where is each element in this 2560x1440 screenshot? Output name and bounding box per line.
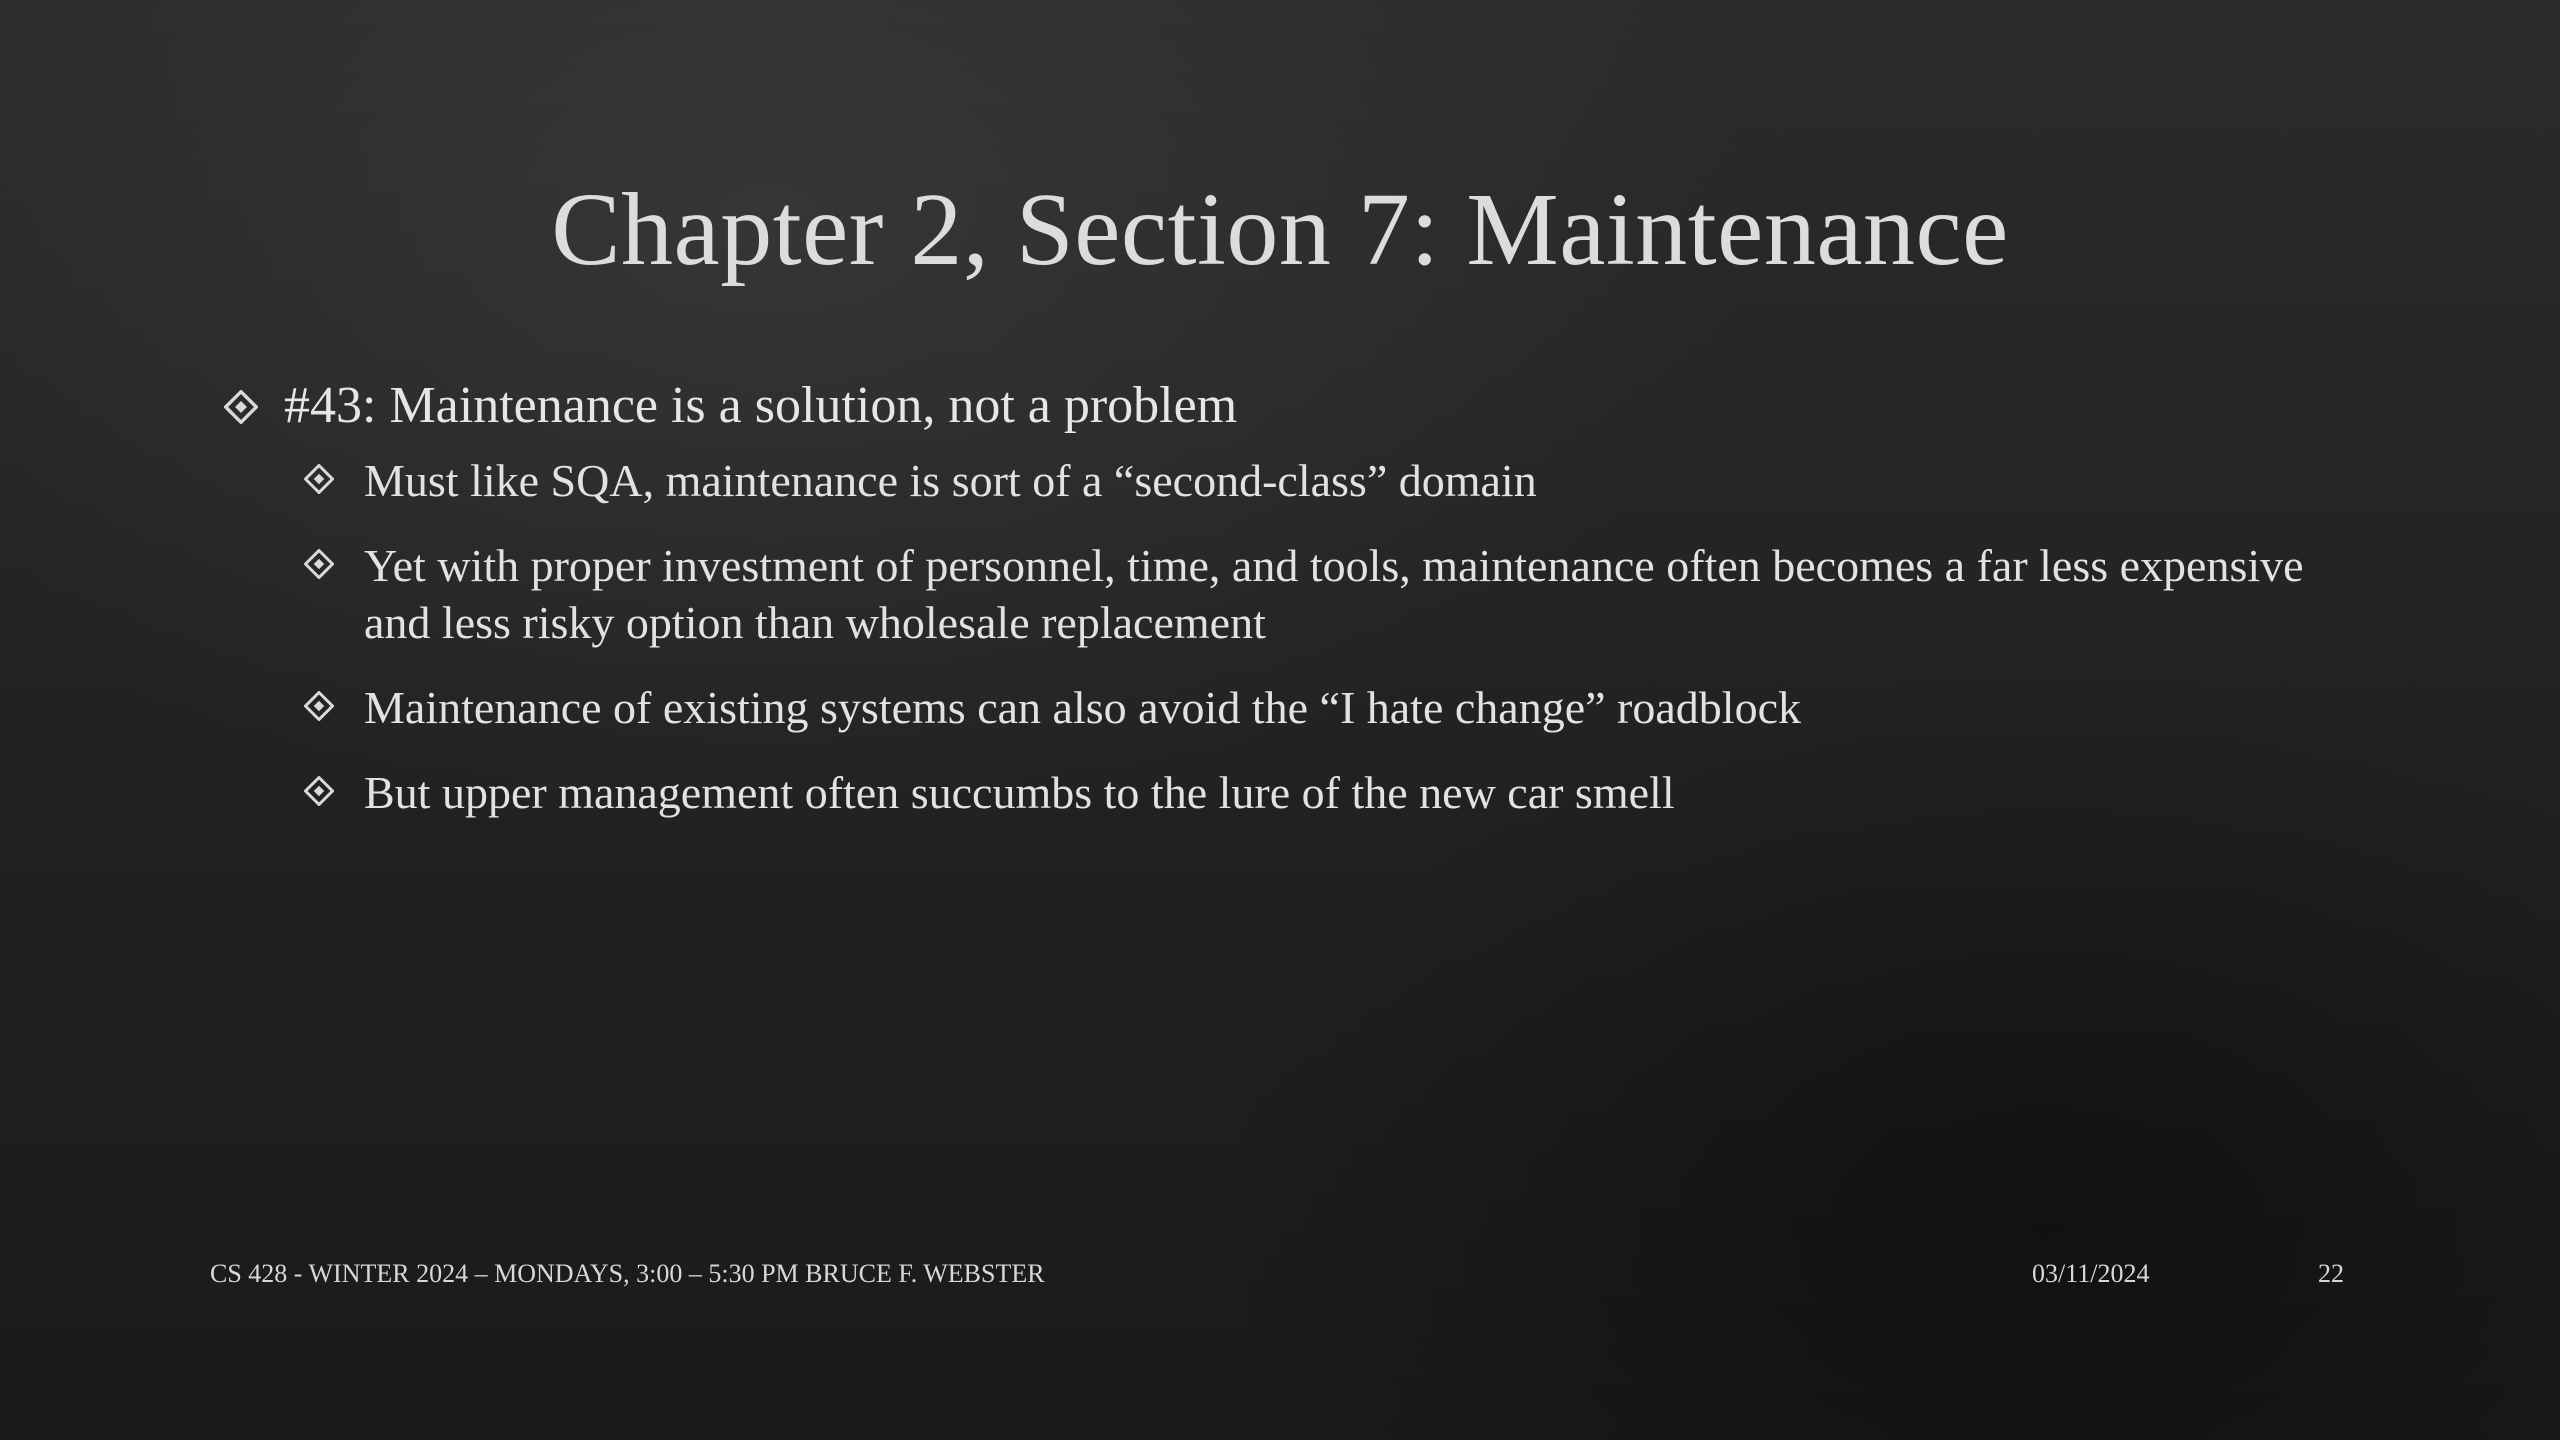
sub-bullet-item: [300, 537, 2360, 651]
bullet-list: [220, 370, 2360, 849]
sub-bullet-item: [300, 679, 2360, 736]
diamond-bullet-icon: [224, 390, 258, 424]
bullet-text: Yet with proper investment of personnel, time, and tools, maintenance often becomes a far less expensive and less risky option than wholesale replacement: [364, 540, 2304, 648]
diamond-bullet-icon: [304, 691, 334, 721]
sub-bullet-item: [300, 452, 2360, 509]
footer-course-info: CS 428 - WINTER 2024 – MONDAYS, 3:00 – 5:30 PM BRUCE F. WEBSTER: [210, 1259, 1045, 1288]
diamond-bullet-icon: [304, 549, 334, 579]
slide-title: Chapter 2, Section 7: Maintenance: [551, 172, 2009, 287]
bullet-text: But upper management often succumbs to the lure of the new car smell: [364, 767, 1675, 818]
footer-date: 03/11/2024: [2032, 1259, 2150, 1288]
bullet-text: Maintenance of existing systems can also avoid the “I hate change” roadblock: [364, 682, 1801, 733]
sub-bullet-item: [300, 764, 2360, 821]
bullet-text: #43: Maintenance is a solution, not a problem: [284, 377, 1238, 434]
diamond-bullet-icon: [304, 464, 334, 494]
footer-page-number: 22: [2318, 1259, 2344, 1288]
bullet-text: Must like SQA, maintenance is sort of a “second-class” domain: [364, 455, 1537, 506]
diamond-bullet-icon: [304, 776, 334, 806]
bullet-item: [220, 370, 2360, 442]
